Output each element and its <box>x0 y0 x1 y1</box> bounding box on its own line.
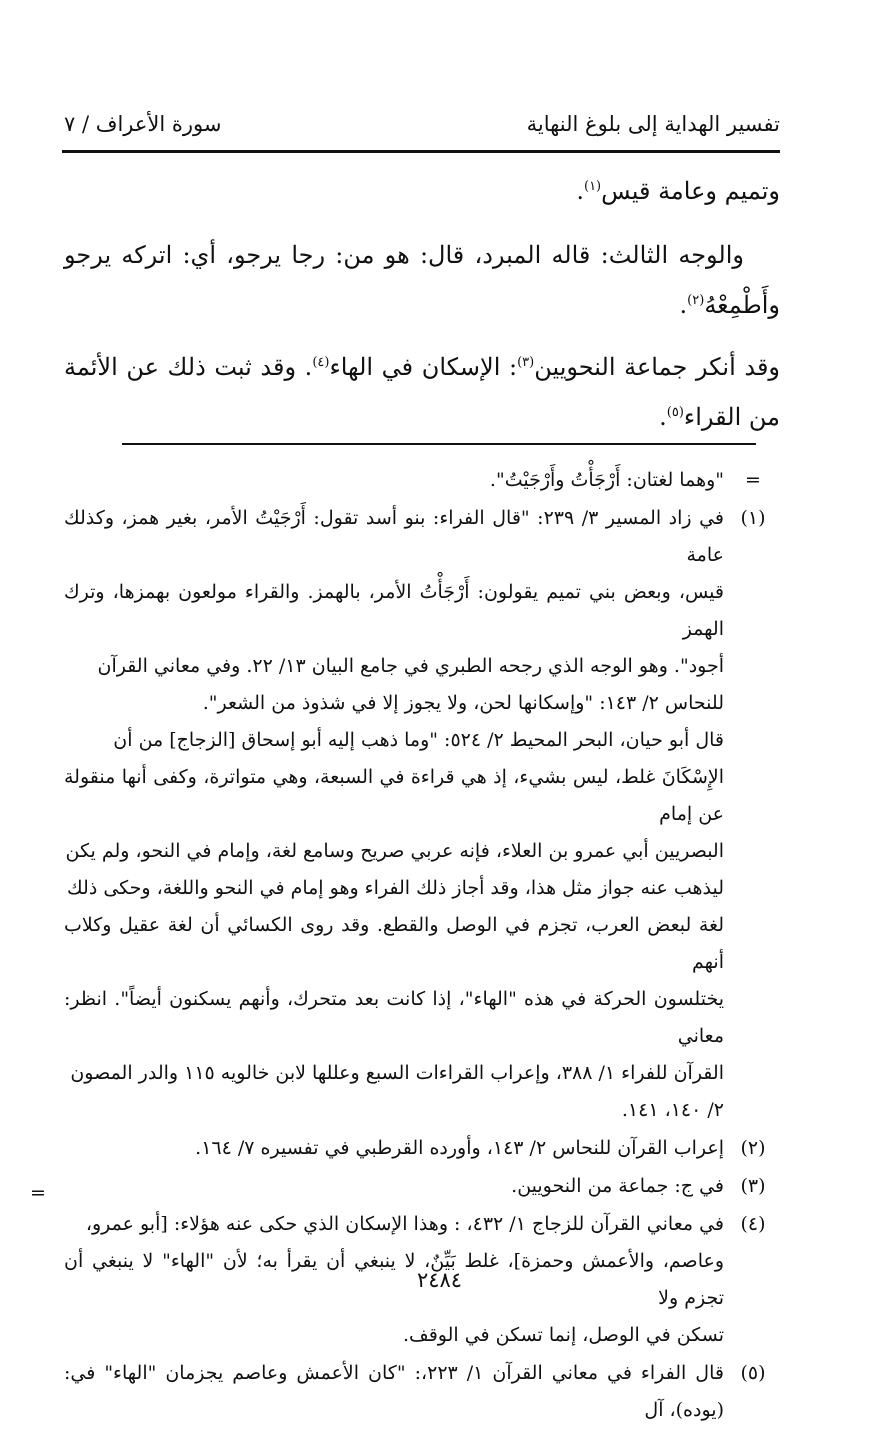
footnote-line: يختلسون الحركة في هذه "الهاء"، إذا كانت بعد متحرك، وأنهم يسكنون أيضاً". انظر: معاني <box>64 988 724 1047</box>
continuation-mark: = <box>745 469 761 491</box>
footnote-line: ٢/ ١٤٠، ١٤١. <box>621 1099 724 1121</box>
footnote-text <box>64 500 724 1129</box>
footnote-line: لغة لبعض العرب، تجزم في الوصل والقطع. وقد روى الكسائي أن لغة عقيل وكلاب أنهم <box>64 914 724 973</box>
footnote-line: للنحاس ٢/ ١٤٣: "وإسكانها لحن، ولا يجوز إلا في شذوذ من الشعر". <box>202 692 724 714</box>
footnote-line: في زاد المسير ٣/ ٢٣٩: "قال الفراء: بنو أسد تقول: أَرْجَيْتُ الأمر، بغير همز، وكذلك عامة <box>64 507 725 566</box>
paragraph-3 <box>64 342 780 442</box>
footnote-separator <box>122 443 756 445</box>
paragraph-2 <box>64 230 780 330</box>
paragraph-3-text-b: : الإسكان في الهاء <box>329 353 518 381</box>
page-number: ٢٤٨٤ <box>416 1268 463 1292</box>
trailing-continuation-mark: = <box>30 1182 46 1204</box>
footnote-number: (١) <box>740 507 766 529</box>
running-header <box>64 108 780 148</box>
footnote-text <box>64 1355 724 1429</box>
footnote-ref-2[interactable]: (٢) <box>687 293 705 308</box>
footnote-line: في معاني القرآن للزجاج ١/ ٤٣٢، : وهذا الإسكان الذي حكى عنه هؤلاء: [أبو عمرو، <box>85 1213 724 1235</box>
footnote-line: الإِسْكَانَ غلط، ليس بشيء، إذ هي قراءة في السبعة، وهي متواترة، وكفى أنها منقولة عن إمام <box>64 766 724 825</box>
footnote-line: ليذهب عنه جواز مثل هذا، وقد أجاز ذلك الفراء وهو إمام في النحو واللغة، وحكى ذلك <box>67 877 724 899</box>
paragraph-1-end: . <box>576 177 584 205</box>
footnote-ref-3[interactable]: (٣) <box>517 355 535 370</box>
footnote <box>64 1168 780 1205</box>
paragraph-3-text-c: . وقد ثبت ذلك عن الأئمة من القراء <box>64 353 780 431</box>
footnote-text <box>64 1168 724 1205</box>
footnote-line: البصريين أبي عمرو بن العلاء، فإنه عربي صريح وسامع لغة، وإمام في النحو، ولم يكن <box>65 840 724 862</box>
footnote-line: في ج: جماعة من النحويين. <box>511 1175 724 1197</box>
footnote-number: (٤) <box>740 1213 766 1235</box>
footnote <box>64 1130 780 1167</box>
paragraph-3-text-a: وقد أنكر جماعة النحويين <box>534 353 781 381</box>
footnote-line: قيس، وبعض بني تميم يقولون: أَرْجَأْتُ الأمر، بالهمز. والقراء مولعون بهمزها، وترك الهمز <box>64 581 724 640</box>
book-title: تفسير الهداية إلى بلوغ النهاية <box>526 112 780 136</box>
footnote-number: (٢) <box>740 1137 766 1159</box>
continuation-text: "وهما لغتان: أَرْجَأْتُ وأَرْجَيْتُ". <box>489 469 724 491</box>
footnote-number: (٥) <box>740 1362 766 1384</box>
paragraph-1-text: وتميم وعامة قيس <box>601 177 780 205</box>
footnote <box>64 1355 780 1429</box>
footnote-line: وعاصم، والأعمش وحمزة]، غلط بَيِّنٌ، لا ينبغي أن يقرأ به؛ لأن "الهاء" لا ينبغي أن تجزم ولا <box>64 1250 724 1309</box>
header-rule <box>62 150 780 153</box>
surah-label: سورة الأعراف / ٧ <box>64 112 222 136</box>
footnote-ref-4[interactable]: (٤) <box>312 355 330 370</box>
footnote-line: أجود". وهو الوجه الذي رجحه الطبري في جامع البيان ١٣/ ٢٢. وفي معاني القرآن <box>97 655 724 677</box>
paragraph-1 <box>64 166 780 216</box>
footnote-number: (٣) <box>740 1175 766 1197</box>
footnote-ref-1[interactable]: (١) <box>583 179 602 194</box>
footnote-ref-5[interactable]: (٥) <box>666 405 684 420</box>
footnote-line: القرآن للفراء ١/ ٣٨٨، وإعراب القراءات السبع وعللها لابن خالويه ١١٥ والدر المصون <box>70 1062 724 1084</box>
footnote <box>64 500 780 1129</box>
footnote-line: قال الفراء في معاني القرآن ١/ ٢٢٣،: "كان الأعمش وعاصم يجزمان "الهاء" في: (يوده)، آل <box>64 1362 724 1421</box>
footnote-line: إعراب القرآن للنحاس ٢/ ١٤٣، وأورده القرطبي في تفسيره ٧/ ١٦٤. <box>195 1137 724 1159</box>
footnote-text <box>64 1130 724 1167</box>
paragraph-2-text: والوجه الثالث: قاله المبرد، قال: هو من: رجا يرجو، أي: اتركه يرجو وأَطْمِعْهُ <box>64 241 780 319</box>
footnote-line: قال أبو حيان، البحر المحيط ٢/ ٥٢٤: "وما ذهب إليه أبو إسحاق [الزجاج] من أن <box>113 729 724 751</box>
paragraph-3-end: . <box>659 403 667 431</box>
footnote-continuation <box>64 462 780 499</box>
footnote-line: تسكن في الوصل، إنما تسكن في الوقف. <box>402 1324 724 1346</box>
paragraph-2-end: . <box>679 291 688 319</box>
main-text <box>64 166 780 442</box>
